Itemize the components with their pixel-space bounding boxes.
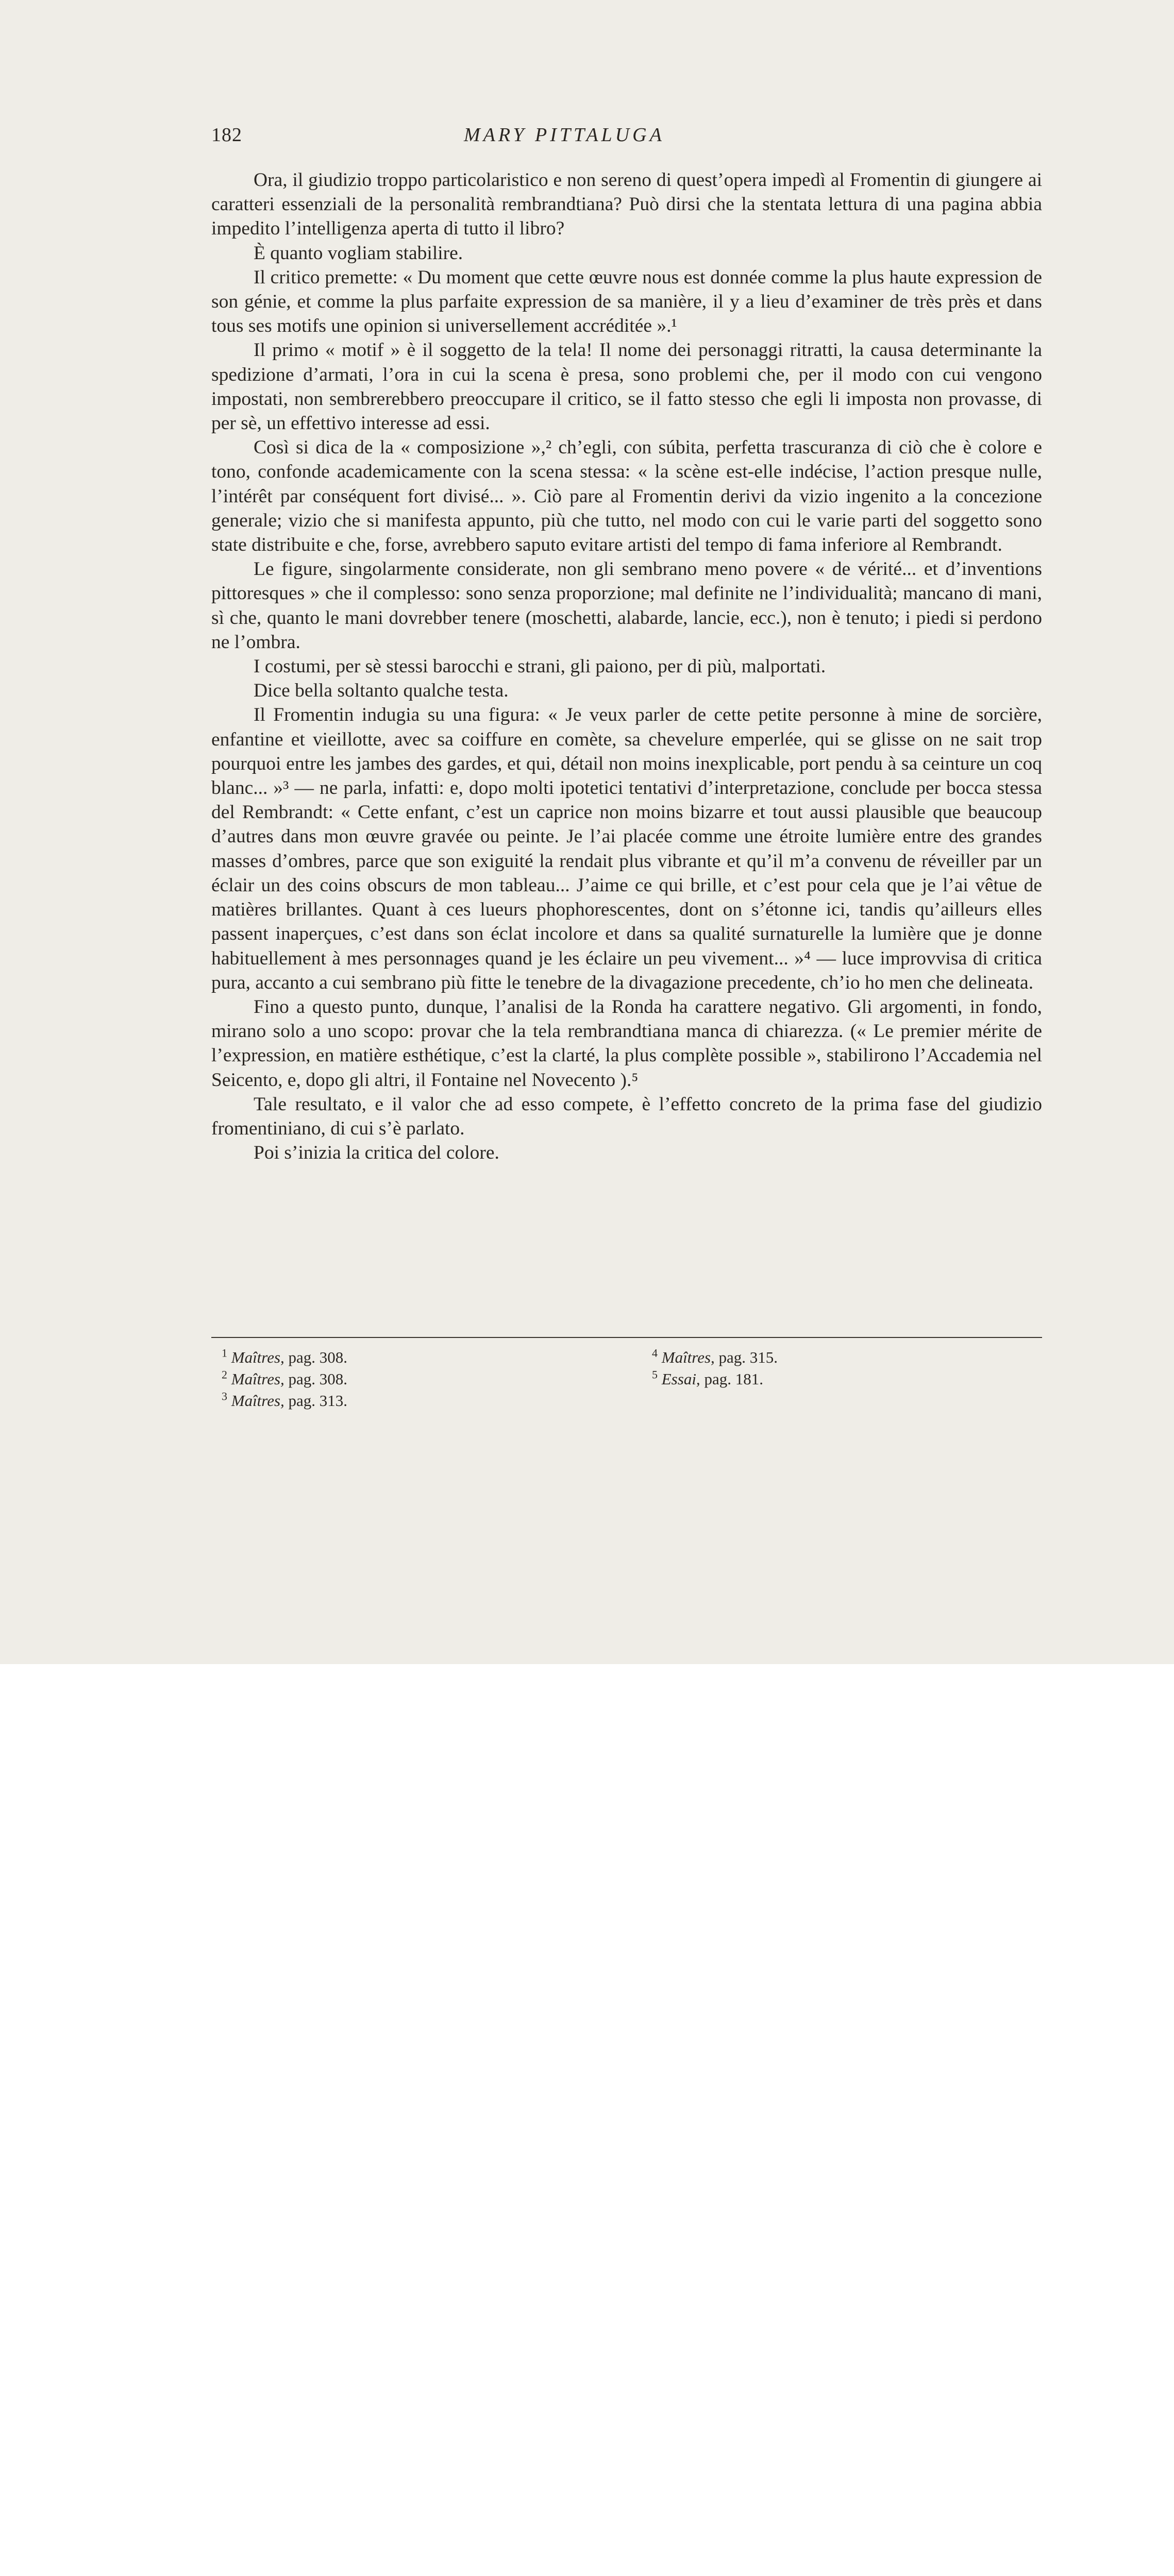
- footnote: $^1$ Maîtres, pag. 308.: [222, 1346, 348, 1366]
- running-title: MARY PITTALUGA: [464, 124, 665, 146]
- paragraph: Il primo « motif » è il soggetto de la tela! Il nome dei personaggi ritratti, la causa determinante la spedizione d’armati, l’ora in cui la scena è presa, sono problemi che, per il modo con cui vengono impostati, non sembrerebbero preoccupare il critico, se il fatto stesso che egli li imposta non provasse, di per sè, un effettivo interesse ad essi.: [211, 340, 1042, 434]
- body-text: [211, 168, 1042, 1165]
- viewer-footer: [0, 1664, 1174, 1758]
- footnote-divider: [211, 1337, 1042, 1338]
- paragraph: Così si dica de la « composizione »,² ch’egli, con súbita, perfetta trascuranza di ciò che è colore e tono, confonde academicamente con la scena stessa: « la scène est-elle indécise, l’action presque nulle, l’intérêt par conséquent fort divisé... ». Ciò pare al Fromentin derivi da vizio ingenito a la concezione generale; vizio che si manifesta appunto, più che tutto, nel modo con cui le varie parti del soggetto sono state distribuite e che, forse, avrebbero saputo evitare artisti del tempo di fama inferiore al Rembrandt.: [211, 437, 1042, 556]
- footnotes-right-column: [652, 1347, 778, 1390]
- paragraph: Fino a questo punto, dunque, l’analisi de la Ronda ha carattere negativo. Gli argomenti, in fondo, mirano solo a uno scopo: provar che la tela rembrandtiana manca di chiarezza. (« Le premier mérite de l’expression, en matière esthétique, c’est la clarté, la plus complète possible », stabilirono l’Accademia nel Seicento, e, dopo gli altri, il Fontaine nel Novecento ).⁵: [211, 996, 1042, 1091]
- footnote: $^2$ Maîtres, pag. 308.: [222, 1368, 348, 1388]
- paragraph: I costumi, per sè stessi barocchi e strani, gli paiono, per di più, malportati.: [254, 656, 826, 677]
- paragraph: Poi s’inizia la critica del colore.: [254, 1142, 499, 1164]
- page-number: 182: [211, 124, 242, 146]
- footnote: $^3$ Maîtres, pag. 313.: [222, 1389, 348, 1410]
- footnote: $^4$ Maîtres, pag. 315.: [652, 1346, 778, 1366]
- footnote: $^5$ Essai, pag. 181.: [652, 1368, 763, 1388]
- paragraph: È quanto vogliam stabilire.: [254, 242, 463, 264]
- paragraph: Ora, il giudizio troppo particolaristico e non sereno di quest’opera impedì al Fromentin di giungere ai caratteri essenziali de la personalità rembrandtiana? Può dirsi che la stentata lettura di una pagina abbia impedito l’intelligenza aperta di tutto il libro?: [211, 170, 1042, 240]
- paragraph: Dice bella soltanto qualche testa.: [254, 680, 509, 702]
- footnotes-left-column: [222, 1347, 347, 1412]
- paragraph: Tale resultato, e il valor che ad esso compete, è l’effetto concreto de la prima fase del giudizio fromentiniano, di cui s’è parlato.: [211, 1093, 1042, 1139]
- paragraph: Le figure, singolarmente considerate, non gli sembrano meno povere « de vérité... et d’inventions pittoresques » che il complesso: sono senza proporzione; mal definite ne l’individualità; mancano di mani, sì che, quanto le mani dovrebber tenere (moschetti, alabarde, lancie, ecc.), non è tenuto; i piedi si perdono ne l’ombra.: [211, 558, 1042, 653]
- paragraph: Il Fromentin indugia su una figura: « Je veux parler de cette petite personne à mine de sorcière, enfantine et vieillotte, avec sa coiffure en comète, sa chevelure emperlée, qui se glisse on ne sait trop pourquoi entre les jambes des gardes, et qui, détail non moins inexplicable, port pendu à sa ceinture un coq blanc... »³ — ne parla, infatti: e, dopo molti ipotetici tentativi d’interpretazione, conclude per bocca stessa del Rembrandt: « Cette enfant, c’est un caprice non moins bizarre et tout aussi plausible que beaucoup d’autres dans mon œuvre gravée ou peinte. Je l’ai placée comme une étroite lumière entre des grandes masses d’ombres, parce que son exiguité la rendait plus vibrante et qu’il m’a convenu de réveiller par un éclair un des coins obscurs de mon tableau... J’aime ce qui brille, et c’est pour cela que je l’ai vêtue de matières brillantes. Quant à ces lueurs phophorescentes, dont on s’étonne ici, tandis qu’ailleurs elles passent inaperçues, c’est dans son éclat incolore et dans sa qualité surnaturelle la lumière que je donne habituellement à mes personnages quand je les éclaire un peu vivement... »⁴ — luce improvvisa di critica pura, accanto a cui sembrano più fitte le tenebre de la divagazione precedente, ch’io ho men che delineata.: [211, 704, 1042, 993]
- paragraph: Il critico premette: « Du moment que cette œuvre nous est donnée comme la plus haute expression de son génie, et comme la plus parfaite expression de sa manière, il y a lieu d’examiner de très près et dans tous ses motifs une opinion si universellement accréditée ».¹: [211, 266, 1042, 337]
